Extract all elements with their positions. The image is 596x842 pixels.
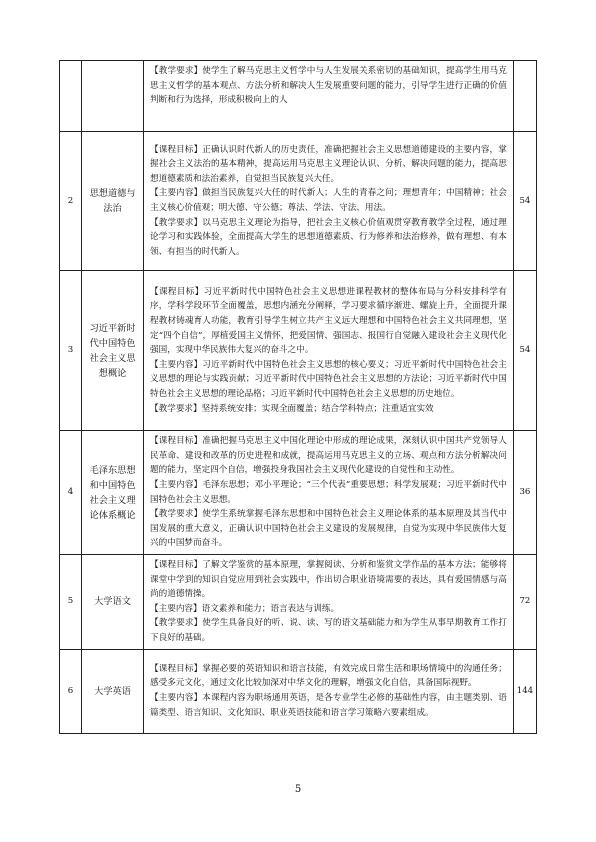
- content-paragraph: 【课程目标】掌握必要的英语知识和语言技能，有效完成日常生活和职场情境中的沟通任务；感受多元文化，通过文化比较加深对中华文化的理解，增强文化自信，具备国际视野。: [150, 663, 507, 689]
- course-hours: 144: [513, 649, 536, 733]
- content-paragraph: 【主要内容】语文素养和能力；语言表达与训练。: [150, 603, 340, 614]
- course-table: [59, 60, 537, 734]
- course-content: [144, 649, 514, 733]
- table-row: [60, 132, 537, 271]
- content-paragraph: 【主要内容】毛泽东思想；邓小平理论；“三个代表”重要思想；科学发展观；习近平新时代中国特色社会主义思想。: [150, 479, 507, 505]
- course-number: 4: [60, 431, 82, 555]
- course-number: [60, 61, 82, 132]
- course-name: 毛泽东思想和中国特色社会主义理论体系概论: [82, 431, 144, 555]
- course-name: 思想道德与法治: [82, 132, 144, 271]
- course-content: [144, 271, 514, 431]
- course-content: [144, 132, 514, 271]
- course-number: 3: [60, 271, 82, 431]
- course-number: 2: [60, 132, 82, 271]
- content-paragraph: 【课程目标】了解文学鉴赏的基本原理，掌握阅读、分析和鉴赏文学作品的基本方法；能够将课堂中学到的知识自觉应用到社会实践中，作出切合职业语境需要的表达，具有爱国情感与高尚的道德情操。: [150, 560, 507, 600]
- course-content: [144, 61, 514, 132]
- course-name: 大学英语: [82, 649, 144, 733]
- course-name: 习近平新时代中国特色社会主义思想概论: [82, 271, 144, 431]
- course-hours: 36: [513, 431, 536, 555]
- content-paragraph: 【教学要求】使学生了解马克思主义哲学中与人生发展关系密切的基础知识，提高学生用马克思主义哲学的基本观点、方法分析和解决人生发展重要问题的能力，引导学生进行正确的价值判断和行为选择，形成积极向上的人: [150, 66, 507, 106]
- content-paragraph: 【教学要求】使学生系统掌握毛泽东思想和中国特色社会主义理论体系的基本原理及其当代中国发展的重大意义，正确认识中国特色社会主义建设的发展规律，自觉为实现中华民族伟大复兴的中国梦而奋斗。: [150, 509, 507, 549]
- course-name: [82, 61, 144, 132]
- course-hours: 54: [513, 271, 536, 431]
- course-number: 6: [60, 649, 82, 733]
- content-paragraph: 【教学要求】坚持系统安排；实现全面覆盖；结合学科特点；注重适宜实效: [150, 403, 434, 414]
- course-hours: 72: [513, 555, 536, 650]
- content-paragraph: 【教学要求】以马克思主义理论为指导，把社会主义核心价值观贯穿教育教学全过程，通过理论学习和实践体验，全面提高大学生的思想道德素质、行为修养和法治修养，做有理想、有本领、有担当的时代新人。: [150, 217, 507, 257]
- course-content: [144, 555, 514, 650]
- course-content: [144, 431, 514, 555]
- content-paragraph: 【主要内容】本课程内容为职场通用英语，是各专业学生必修的基础性内容，由主题类别、语篇类型、语言知识、文化知识、职业英语技能和语言学习策略六要素组成。: [150, 693, 507, 718]
- content-paragraph: 【主要内容】习近平新时代中国特色社会主义思想的核心要义；习近平新时代中国特色社会主义思想的理论与实践贡献；习近平新时代中国特色社会主义思想的方法论；习近平新时代中国特色社会主义思想的理论品格；习近平新时代中国特色社会主义思想的历史地位。: [150, 359, 507, 399]
- content-paragraph: 【教学要求】使学生具备良好的听、说、读、写的语文基础能力和为学生从事早期教育工作打下良好的基础。: [150, 618, 507, 643]
- course-hours: [513, 61, 536, 132]
- table-row: [60, 649, 537, 733]
- content-paragraph: 【课程目标】正确认识时代新人的历史责任，准确把握社会主义思想道德建设的主要内容，掌握社会主义法治的基本精神，提高运用马克思主义理论认识、分析、解决问题的能力，提高思想道德素质和法治素养，自觉担当民族复兴大任。: [150, 144, 507, 184]
- table-row: [60, 555, 537, 650]
- content-paragraph: 【课程目标】准确把握马克思主义中国化理论中形成的理论成果，深刻认识中国共产党领导人民革命、建设和改革的历史进程和成就，提高运用马克思主义的立场、观点和方法分析解决问题的能力，坚定四个自信，增强投身我国社会主义现代化建设的自觉性和主动性。: [150, 436, 507, 476]
- course-name: 大学语文: [82, 555, 144, 650]
- table-row: [60, 61, 537, 132]
- course-hours: 54: [513, 132, 536, 271]
- course-number: 5: [60, 555, 82, 650]
- content-paragraph: 【课程目标】习近平新时代中国特色社会主义思想进课程教材的整体布局与分科安排科学有序，学科学段环节全面覆盖，思想内涵充分阐释，学习要求循序渐进、螺旋上升，全面提升课程教材铸魂育人功能，教育引导学生树立共产主义远大理想和中国特色社会主义共同理想，坚定“四个自信”，厚植爱国主义情怀，把爱国情、强国志、报国行自觉融入建设社会主义现代化强国，实现中华民族伟大复兴的奋斗之中。: [150, 286, 507, 356]
- table-row: [60, 271, 537, 431]
- content-paragraph: 【主要内容】做担当民族复兴大任的时代新人；人生的青春之问；理想青年；中国精神；社会主义核心价值观；明大德、守公德；尊法、学法、守法、用法。: [150, 188, 507, 213]
- page-number: 5: [294, 784, 302, 795]
- table-row: [60, 431, 537, 555]
